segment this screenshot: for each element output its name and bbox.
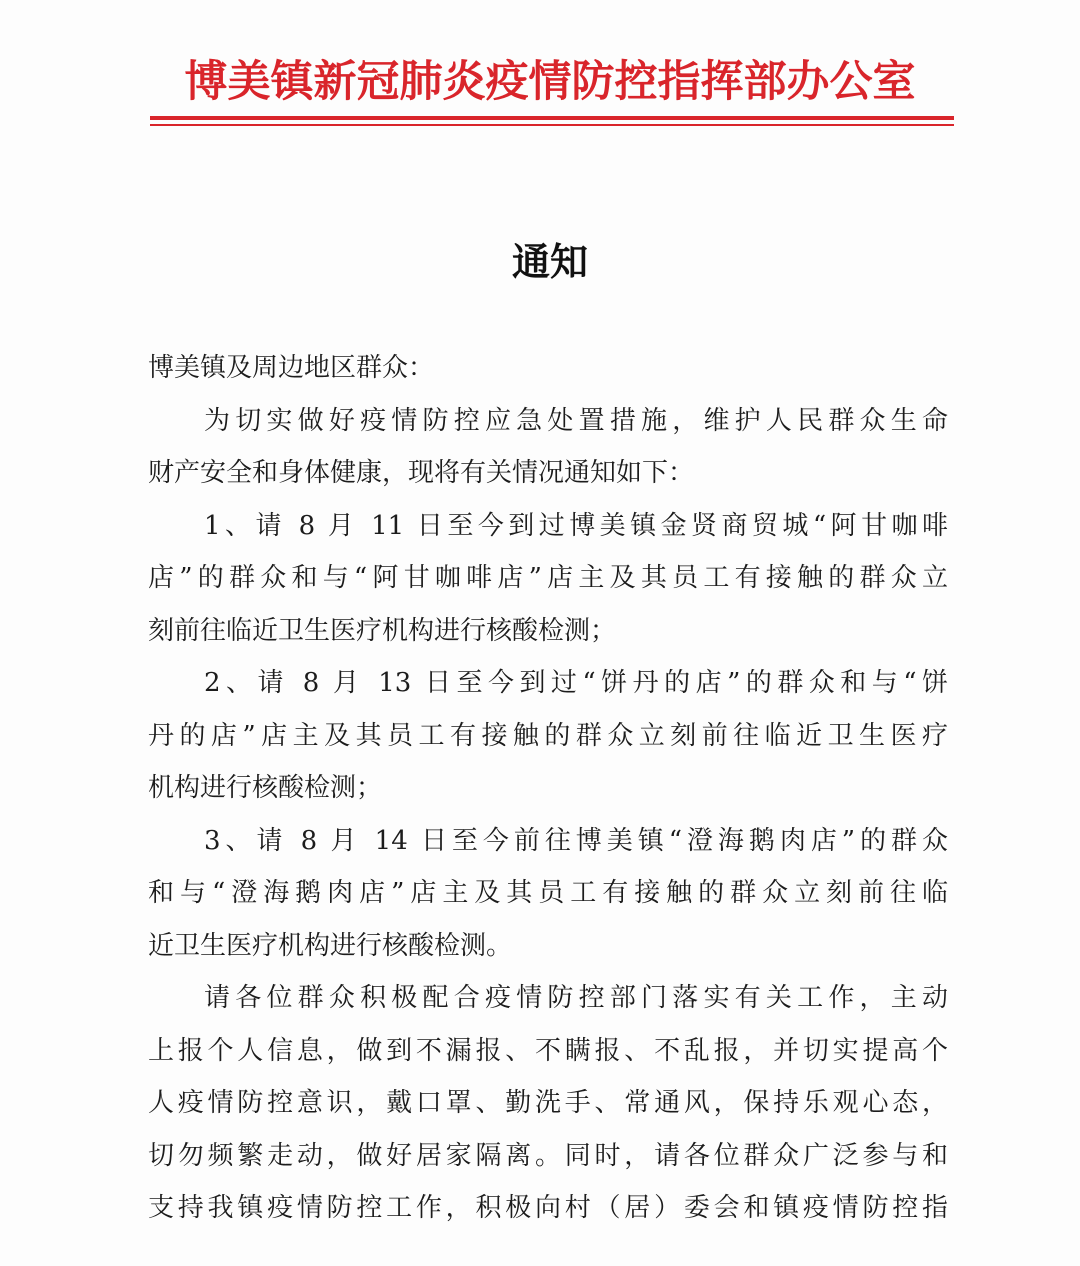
salutation: 博美镇及周边地区群众： [148,353,435,383]
paragraph-line: 切勿频繁走动，做好居家隔离。同时，请各位群众广泛参与和 [148,1140,948,1171]
notice-title: 通知 [511,240,588,284]
paragraph-line: 上报个人信息，做到不漏报、不瞒报、不乱报，并切实提高个 [148,1035,948,1066]
paragraph-line: 近卫生医疗机构进行核酸检测。 [148,930,513,961]
paragraph-line: 和与“澄海鹅肉店”店主及其员工有接触的群众立刻前往临 [148,878,948,908]
paragraph-line: 店”的群众和与“阿甘咖啡店”店主及其员工有接触的群众立 [148,563,948,593]
paragraph-line: 人疫情防控意识，戴口罩、勤洗手、常通风，保持乐观心态， [148,1088,948,1118]
paragraph-line: 为切实做好疫情防控应急处置措施，维护人民群众生命 [204,405,948,436]
letterhead-title: 博美镇新冠肺炎疫情防控指挥部办公室 [184,57,916,107]
paragraph-line: 财产安全和身体健康，现将有关情况通知如下： [148,458,695,488]
letterhead-rule-thin [150,124,954,126]
paragraph-line: 刻前往临近卫生医疗机构进行核酸检测； [148,615,617,646]
paragraph-line: 1、请 8 月 11 日至今到过博美镇金贤商贸城“阿甘咖啡 [204,510,948,541]
paragraph-line: 请各位群众积极配合疫情防控部门落实有关工作，主动 [204,983,948,1013]
paragraph-line: 机构进行核酸检测； [148,773,383,803]
paragraph-line: 丹的店”店主及其员工有接触的群众立刻前往临近卫生医疗 [148,720,948,751]
paragraph-line: 2、请 8 月 13 日至今到过“饼丹的店”的群众和与“饼 [204,668,948,698]
paragraph-line: 支持我镇疫情防控工作，积极向村（居）委会和镇疫情防控指 [148,1193,948,1223]
paragraph-line: 3、请 8 月 14 日至今前往博美镇“澄海鹅肉店”的群众 [204,825,948,856]
notice-body [148,342,948,1235]
letterhead-rule-thick [150,116,954,120]
